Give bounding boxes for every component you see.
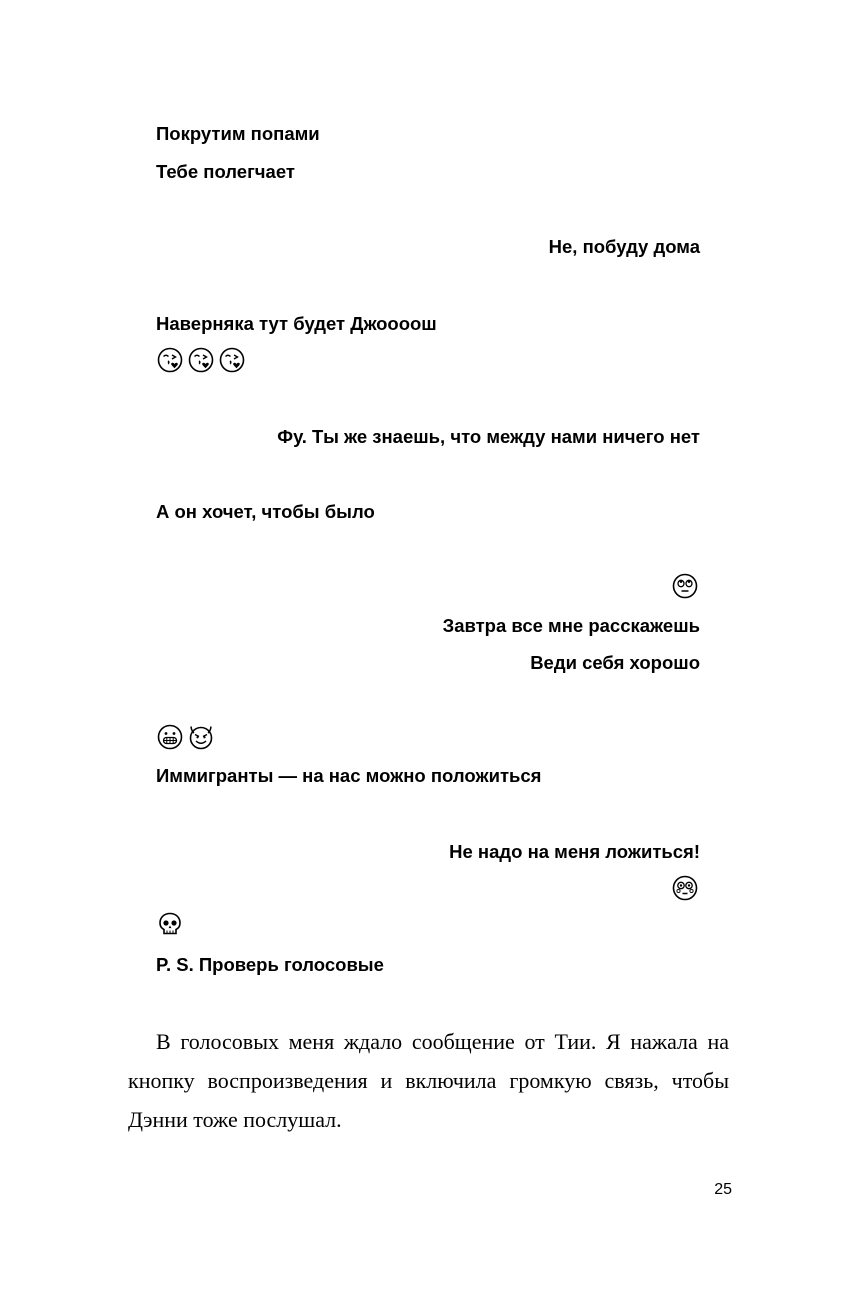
smiling-devil-icon	[188, 724, 214, 750]
chat-message-right: Веди себя хорошо	[530, 652, 700, 673]
emoji-row-eyeroll	[672, 573, 698, 599]
page-number: 25	[714, 1181, 732, 1198]
chat-message-left: Наверняка тут будет Джоооош	[156, 313, 437, 334]
grimacing-icon	[157, 724, 183, 750]
kissing-heart-icon	[219, 347, 245, 373]
chat-message-right: Не, побуду дома	[548, 236, 700, 257]
body-text	[128, 1022, 729, 1139]
emoji-row-kiss	[157, 347, 245, 373]
chat-message-left: P. S. Проверь голосовые	[156, 954, 384, 975]
emoji-row-flushed	[672, 875, 698, 901]
eye-roll-icon	[672, 573, 698, 599]
chat-message-left: Иммигранты — на нас можно положиться	[156, 765, 542, 786]
emoji-row-grimace-devil	[157, 724, 214, 750]
chat-message-left: Тебе полегчает	[156, 161, 295, 182]
chat-message-left: А он хочет, чтобы было	[156, 501, 375, 522]
chat-message-right: Фу. Ты же знаешь, что между нами ничего нет	[277, 426, 700, 447]
emoji-row-skull	[157, 911, 183, 937]
kissing-heart-icon	[188, 347, 214, 373]
chat-message-left: Покрутим попами	[156, 123, 320, 144]
paragraph: В голосовых меня ждало сообщение от Тии. Я нажала на кнопку воспроизведения и включила громкую связь, чтобы Дэнни тоже послушал.	[128, 1029, 729, 1132]
skull-icon	[157, 911, 183, 937]
chat-message-right: Завтра все мне расскажешь	[442, 615, 700, 636]
flushed-icon	[672, 875, 698, 901]
chat-message-right: Не надо на меня ложиться!	[449, 841, 700, 862]
kissing-heart-icon	[157, 347, 183, 373]
